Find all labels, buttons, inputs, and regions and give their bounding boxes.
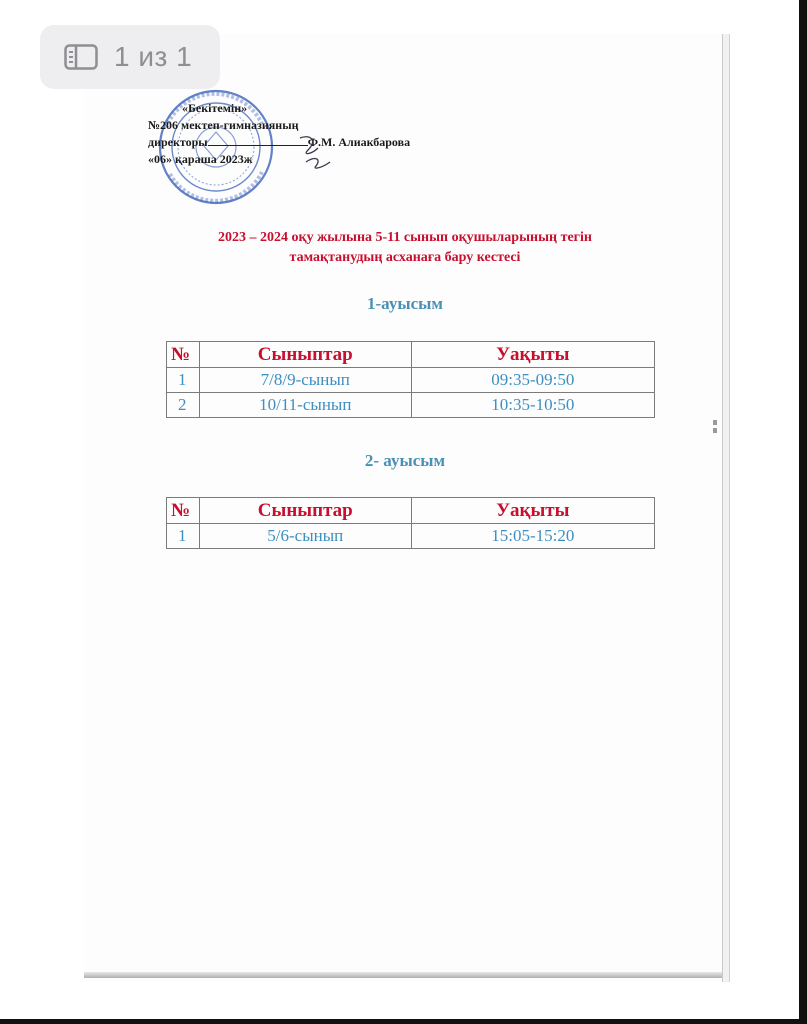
page-counter[interactable] [40, 25, 220, 89]
viewer-bottom-edge [0, 1019, 807, 1024]
page-edge-mark [713, 428, 717, 433]
column-header-number: № [167, 342, 200, 368]
approval-date: «06» қараша 2023ж [148, 152, 253, 166]
sheet-bottom-shadow [84, 972, 722, 978]
title-line-1: 2023 – 2024 оқу жылына 5-11 сынып оқушыларының тегін [218, 230, 592, 245]
column-header-classes: Сыныптар [199, 498, 411, 524]
row-number: 1 [167, 524, 200, 549]
column-header-number: № [167, 498, 200, 524]
page-counter-label: 1 из 1 [114, 41, 193, 72]
table-row [167, 393, 655, 418]
viewer-right-edge [799, 0, 807, 1024]
table-header-row [167, 498, 655, 524]
row-time: 15:05-15:20 [411, 524, 654, 549]
row-number: 1 [167, 368, 200, 393]
approval-block [148, 100, 410, 168]
title-line-2: тамақтанудың асханаға бару кестесі [289, 250, 521, 265]
shift-2-table [166, 497, 655, 549]
column-header-classes: Сыныптар [199, 342, 411, 368]
row-number: 2 [167, 393, 200, 418]
row-classes: 7/8/9-сынып [199, 368, 411, 393]
school-name: №206 мектеп-гимназияның [148, 118, 299, 132]
handwritten-signature [292, 132, 338, 172]
sidebar-icon [64, 43, 102, 71]
column-header-time: Уақыты [411, 342, 654, 368]
shift-2-heading: 2- ауысым [364, 451, 446, 470]
row-time: 09:35-09:50 [411, 368, 654, 393]
table-row [167, 368, 655, 393]
table-row [167, 524, 655, 549]
page-edge-mark [713, 420, 717, 425]
shift-1-heading: 1-ауысым [367, 294, 443, 313]
approval-heading: «Бекітемін» [182, 101, 248, 115]
director-name: Ф.М. Алиакбарова [307, 135, 411, 149]
document-title [120, 228, 690, 268]
director-line [148, 134, 410, 151]
row-time: 10:35-10:50 [411, 393, 654, 418]
row-classes: 5/6-сынып [199, 524, 411, 549]
column-header-time: Уақыты [411, 498, 654, 524]
table-header-row [167, 342, 655, 368]
row-classes: 10/11-сынып [199, 393, 411, 418]
director-label: директоры [148, 135, 208, 149]
shift-1-table [166, 341, 655, 418]
